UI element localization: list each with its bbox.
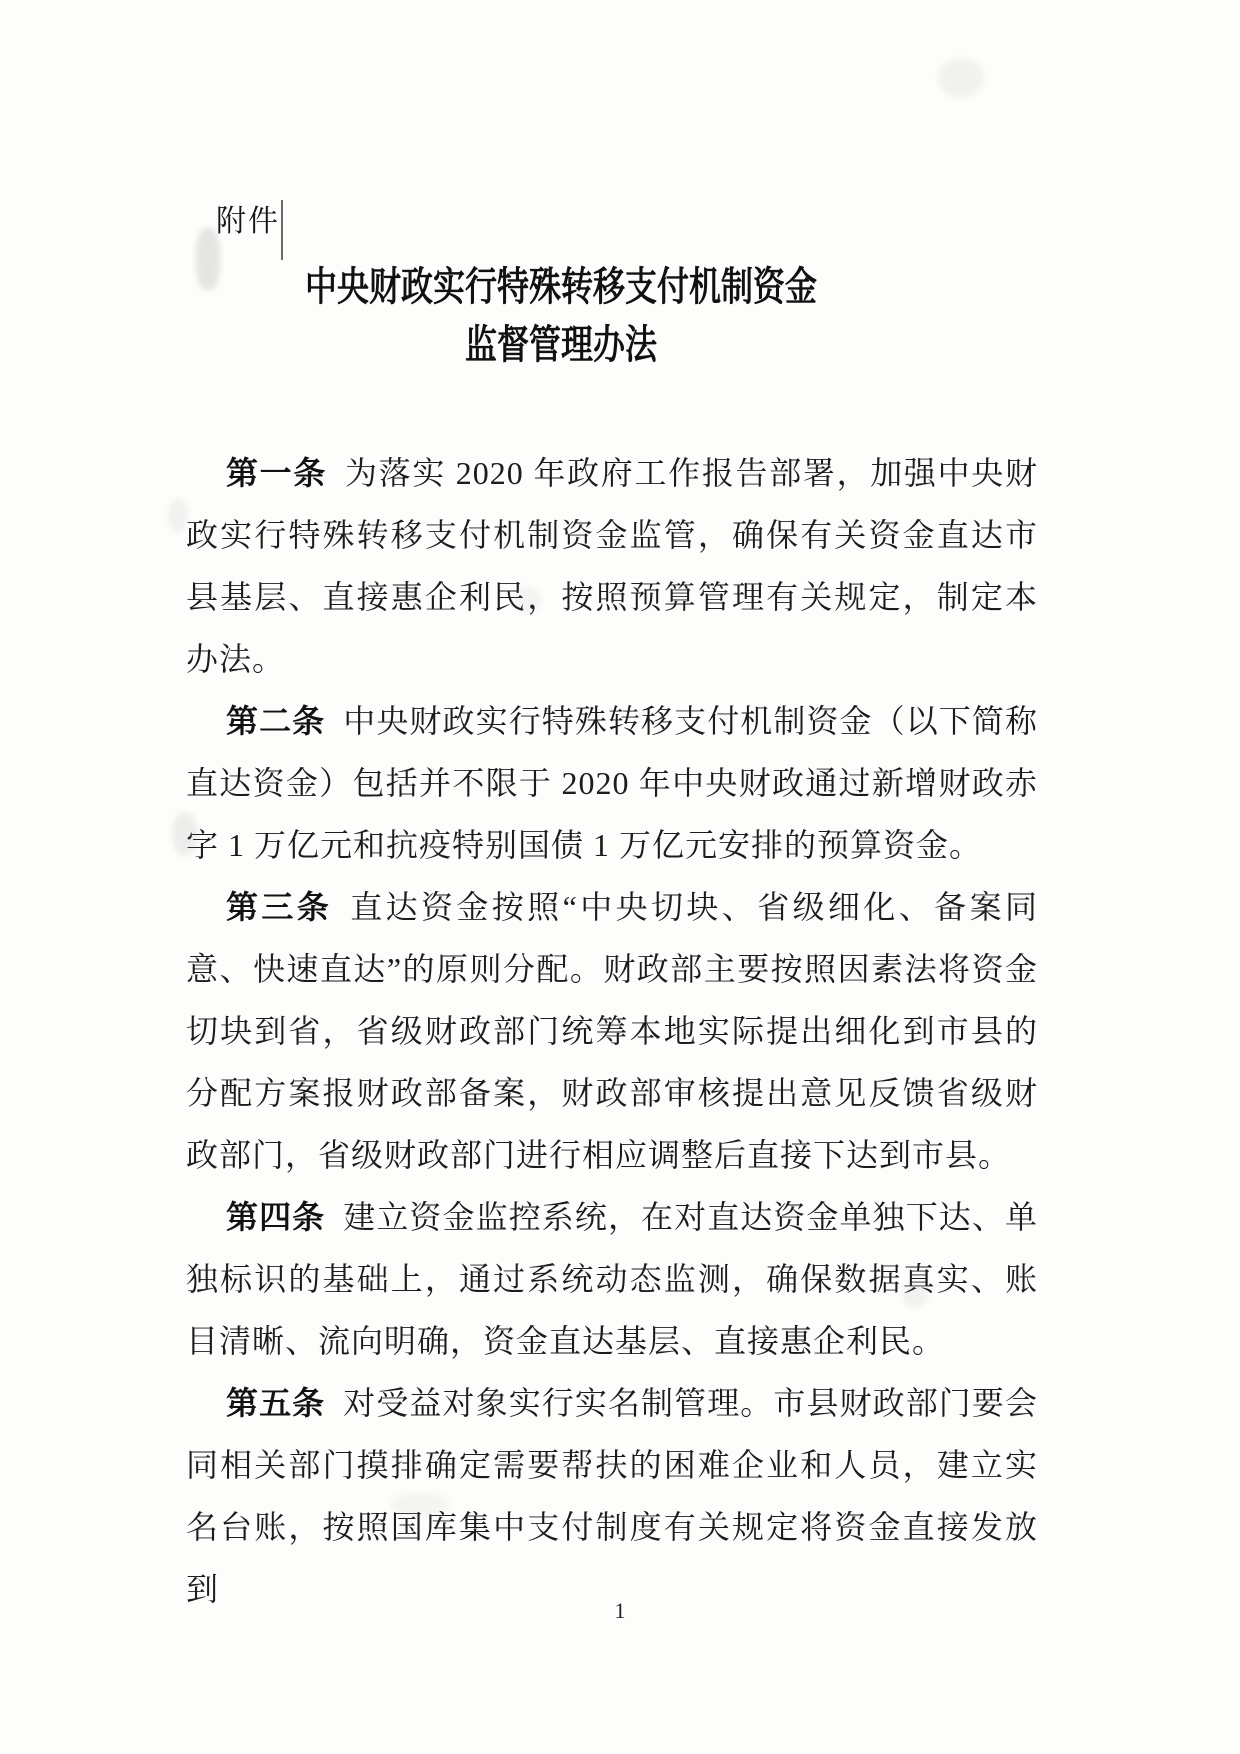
article-2-text: 中央财政实行特殊转移支付机制资金（以下简称直达资金）包括并不限于 2020 年中央财政通过新增财政赤字 1 万亿元和抗疫特别国债 1 万亿元安排的预算资金。 xyxy=(186,703,1038,863)
article-2 xyxy=(186,690,1038,876)
scan-artifact-line xyxy=(281,200,283,260)
scan-smudge xyxy=(168,498,188,532)
attachment-label: 附件 xyxy=(216,205,280,238)
article-4-text: 建立资金监控系统，在对直达资金单独下达、单独标识的基础上，通过系统动态监测，确保数据真实、账目清晰、流向明确，资金直达基层、直接惠企利民。 xyxy=(186,1199,1038,1359)
article-4-label: 第四条 xyxy=(226,1199,326,1235)
article-1-label: 第一条 xyxy=(226,455,328,491)
article-3 xyxy=(186,876,1038,1186)
article-1-text: 为落实 2020 年政府工作报告部署，加强中央财政实行特殊转移支付机制资金监管，确保有关资金直达市县基层、直接惠企利民，按照预算管理有关规定，制定本办法。 xyxy=(186,455,1038,677)
page-number: 1 xyxy=(614,1598,626,1623)
article-5-label: 第五条 xyxy=(226,1385,326,1421)
document-title-line-1: 中央财政实行特殊转移支付机制资金 xyxy=(305,264,817,309)
article-3-label: 第三条 xyxy=(226,889,333,925)
article-2-label: 第二条 xyxy=(226,703,326,739)
scan-smudge xyxy=(938,58,984,98)
document-body xyxy=(186,442,1038,1620)
article-4 xyxy=(186,1186,1038,1372)
article-3-text: 直达资金按照“中央切块、省级细化、备案同意、快速直达”的原则分配。财政部主要按照因素法将资金切块到省，省级财政部门统筹本地实际提出细化到市县的分配方案报财政部备案，财政部审核提出意见反馈省级财政部门，省级财政部门进行相应调整后直接下达到市县。 xyxy=(186,889,1038,1173)
article-5-text: 对受益对象实行实名制管理。市县财政部门要会同相关部门摸排确定需要帮扶的困难企业和人员，建立实名台账，按照国库集中支付制度有关规定将资金直接发放到 xyxy=(186,1385,1038,1607)
document-title-line-2: 监督管理办法 xyxy=(465,322,657,367)
article-1 xyxy=(186,442,1038,690)
article-5 xyxy=(186,1372,1038,1620)
document-title xyxy=(0,258,1122,374)
